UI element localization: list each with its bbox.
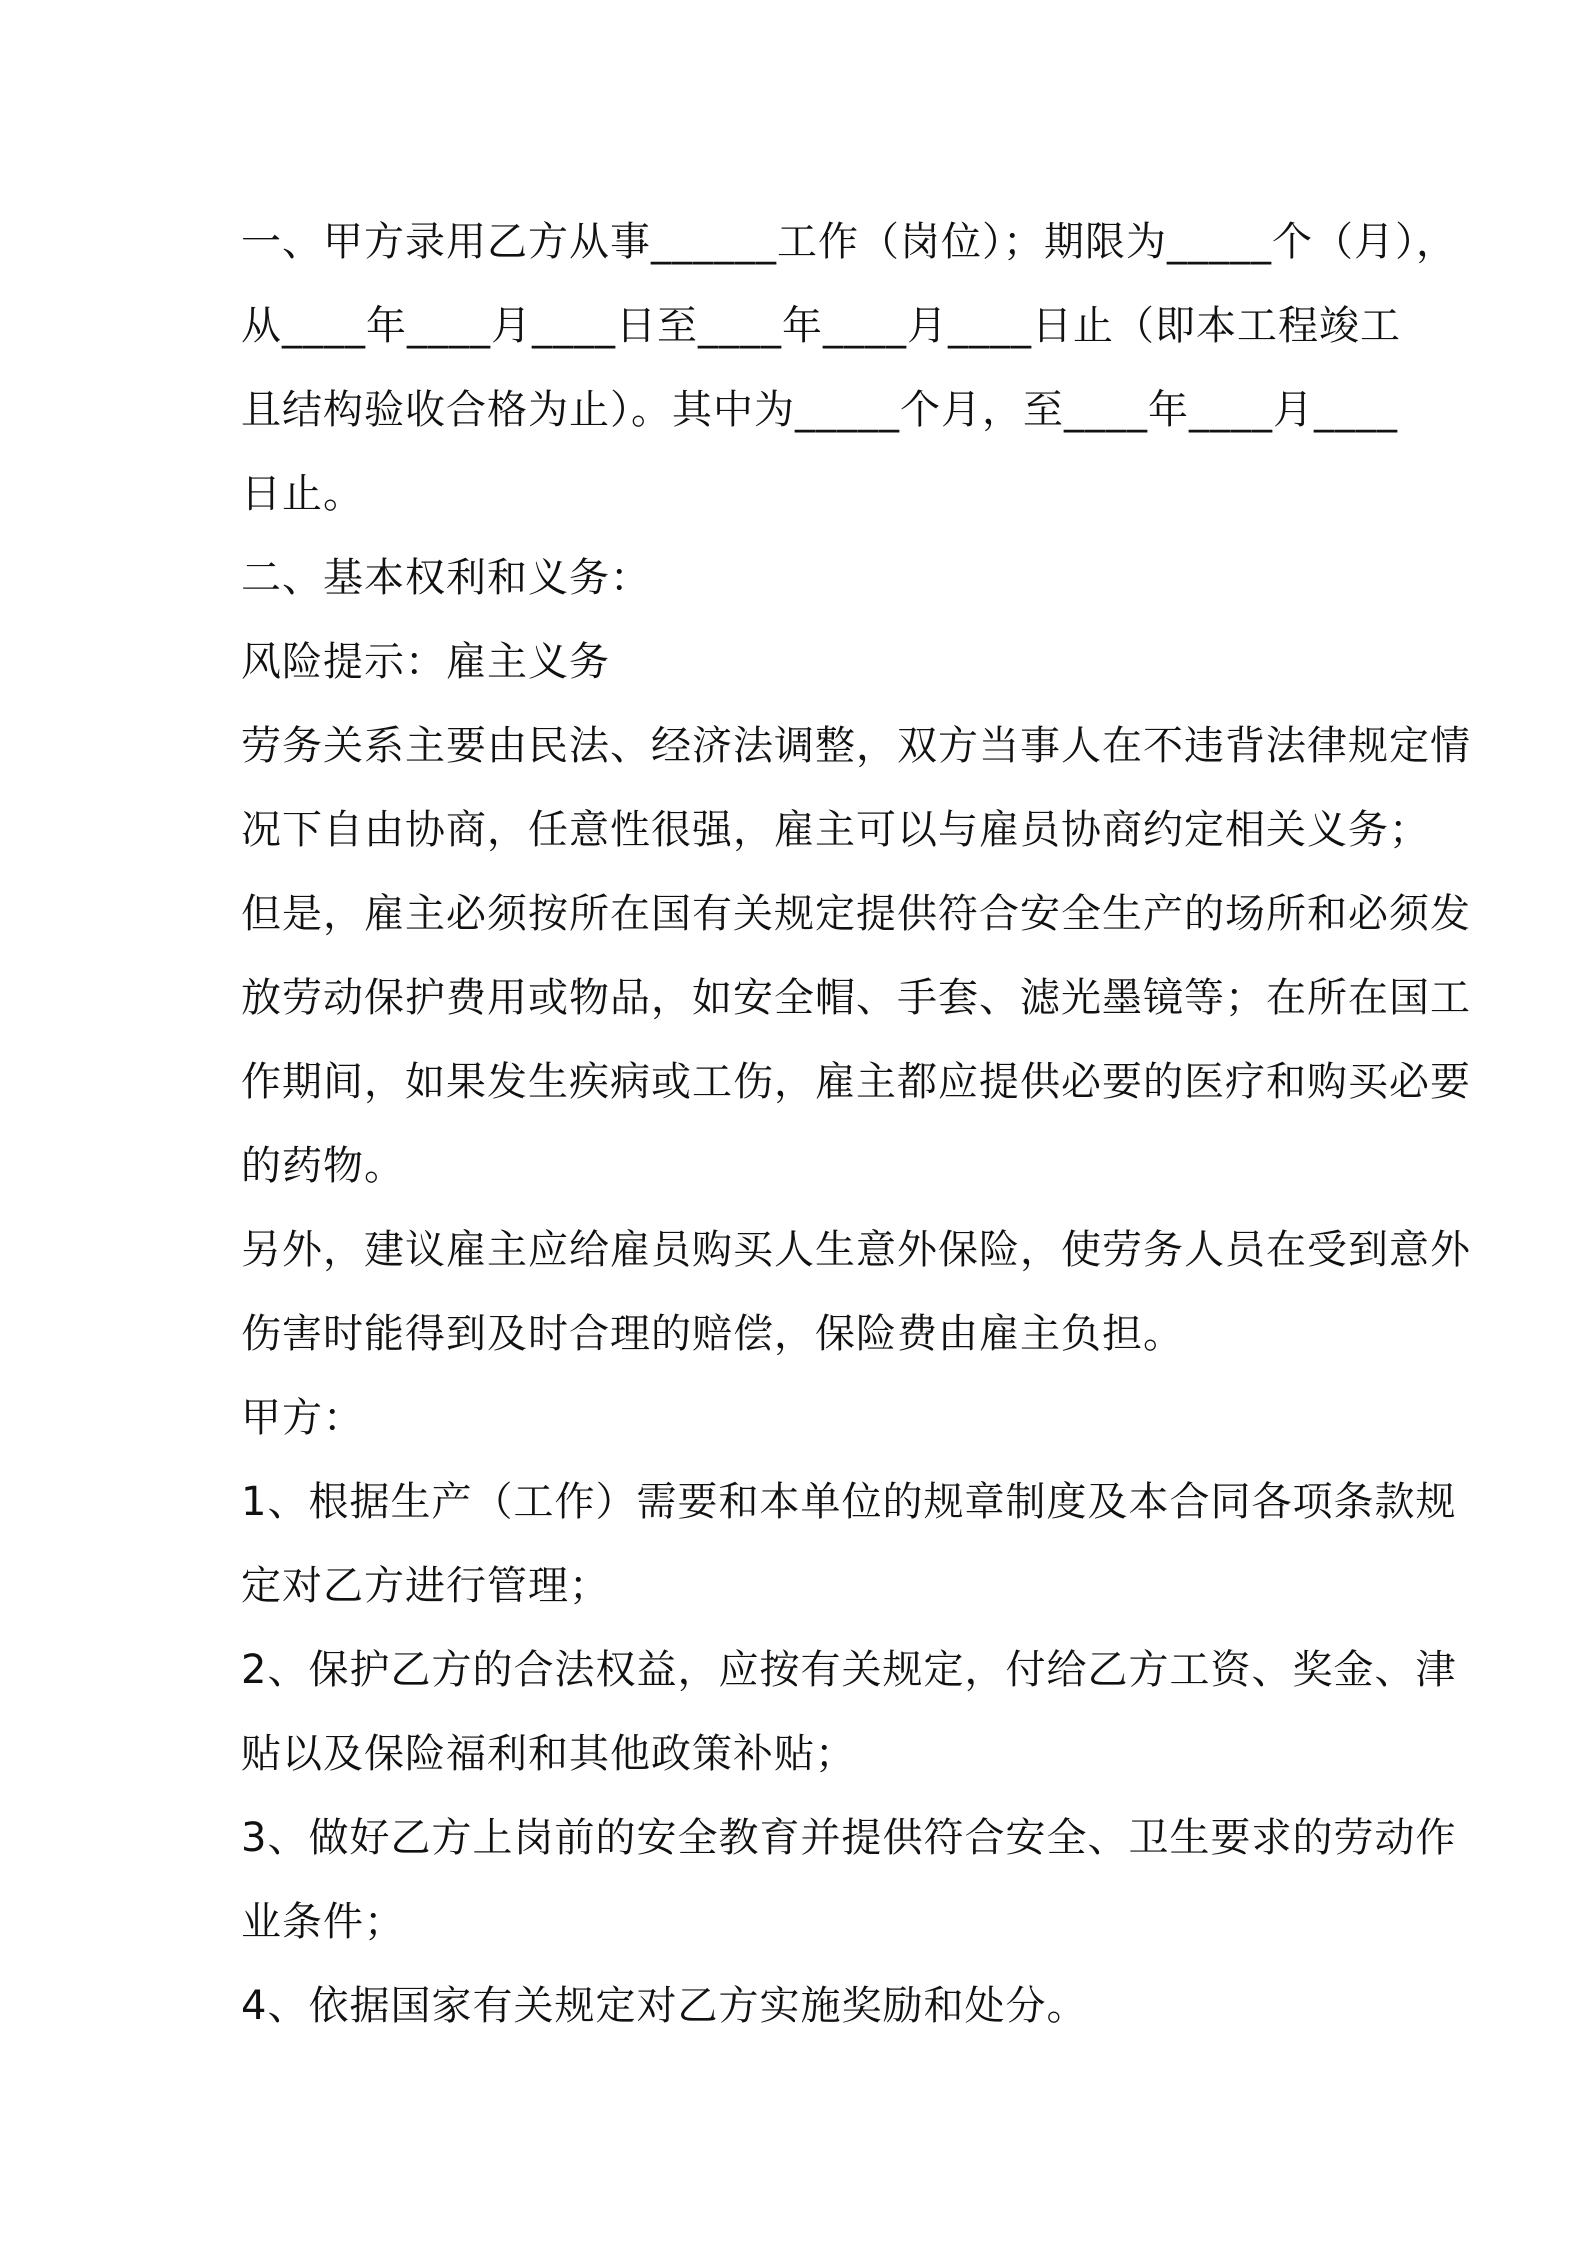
section-heading-rights-duties: 二、基本权利和义务： <box>241 555 651 601</box>
party-a-item-2-line-1: 2、保护乙方的合法权益，应按有关规定，付给乙方工资、奖金、津 <box>241 1647 1457 1693</box>
risk-paragraph-line-1: 劳务关系主要由民法、经济法调整，双方当事人在不违背法律规定情 <box>241 723 1471 769</box>
risk-paragraph-line-6: 的药物。 <box>241 1143 405 1189</box>
clause-1-line-1: 一、甲方录用乙方从事______工作（岗位）；期限为_____个（月）， <box>241 219 1457 265</box>
party-a-item-1-line-2: 定对乙方进行管理； <box>241 1563 610 1609</box>
party-a-heading: 甲方： <box>241 1395 364 1441</box>
party-a-item-3-line-2: 业条件； <box>241 1899 405 1945</box>
insurance-paragraph-line-1: 另外，建议雇主应给雇员购买人生意外保险，使劳务人员在受到意外 <box>241 1227 1471 1273</box>
risk-paragraph-line-3: 但是，雇主必须按所在国有关规定提供符合安全生产的场所和必须发 <box>241 891 1471 937</box>
insurance-paragraph-line-2: 伤害时能得到及时合理的赔偿，保险费由雇主负担。 <box>241 1311 1184 1357</box>
risk-tip-heading: 风险提示：雇主义务 <box>241 639 610 685</box>
party-a-item-1-line-1: 1、根据生产（工作）需要和本单位的规章制度及本合同各项条款规 <box>241 1479 1457 1525</box>
clause-1-line-3: 且结构验收合格为止）。其中为_____个月，至____年____月____ <box>241 387 1398 433</box>
document-page <box>241 200 1471 2048</box>
clause-1-line-2: 从____年____月____日至____年____月____日止（即本工程竣工 <box>241 303 1401 349</box>
party-a-item-4: 4、依据国家有关规定对乙方实施奖励和处分。 <box>241 1983 1088 2029</box>
party-a-item-3-line-1: 3、做好乙方上岗前的安全教育并提供符合安全、卫生要求的劳动作 <box>241 1815 1457 1861</box>
clause-1-line-4: 日止。 <box>241 471 364 517</box>
risk-paragraph-line-4: 放劳动保护费用或物品，如安全帽、手套、滤光墨镜等；在所在国工 <box>241 975 1471 1021</box>
party-a-item-2-line-2: 贴以及保险福利和其他政策补贴； <box>241 1731 856 1777</box>
risk-paragraph-line-5: 作期间，如果发生疾病或工伤，雇主都应提供必要的医疗和购买必要 <box>241 1059 1471 1105</box>
risk-paragraph-line-2: 况下自由协商，任意性很强，雇主可以与雇员协商约定相关义务； <box>241 807 1430 853</box>
